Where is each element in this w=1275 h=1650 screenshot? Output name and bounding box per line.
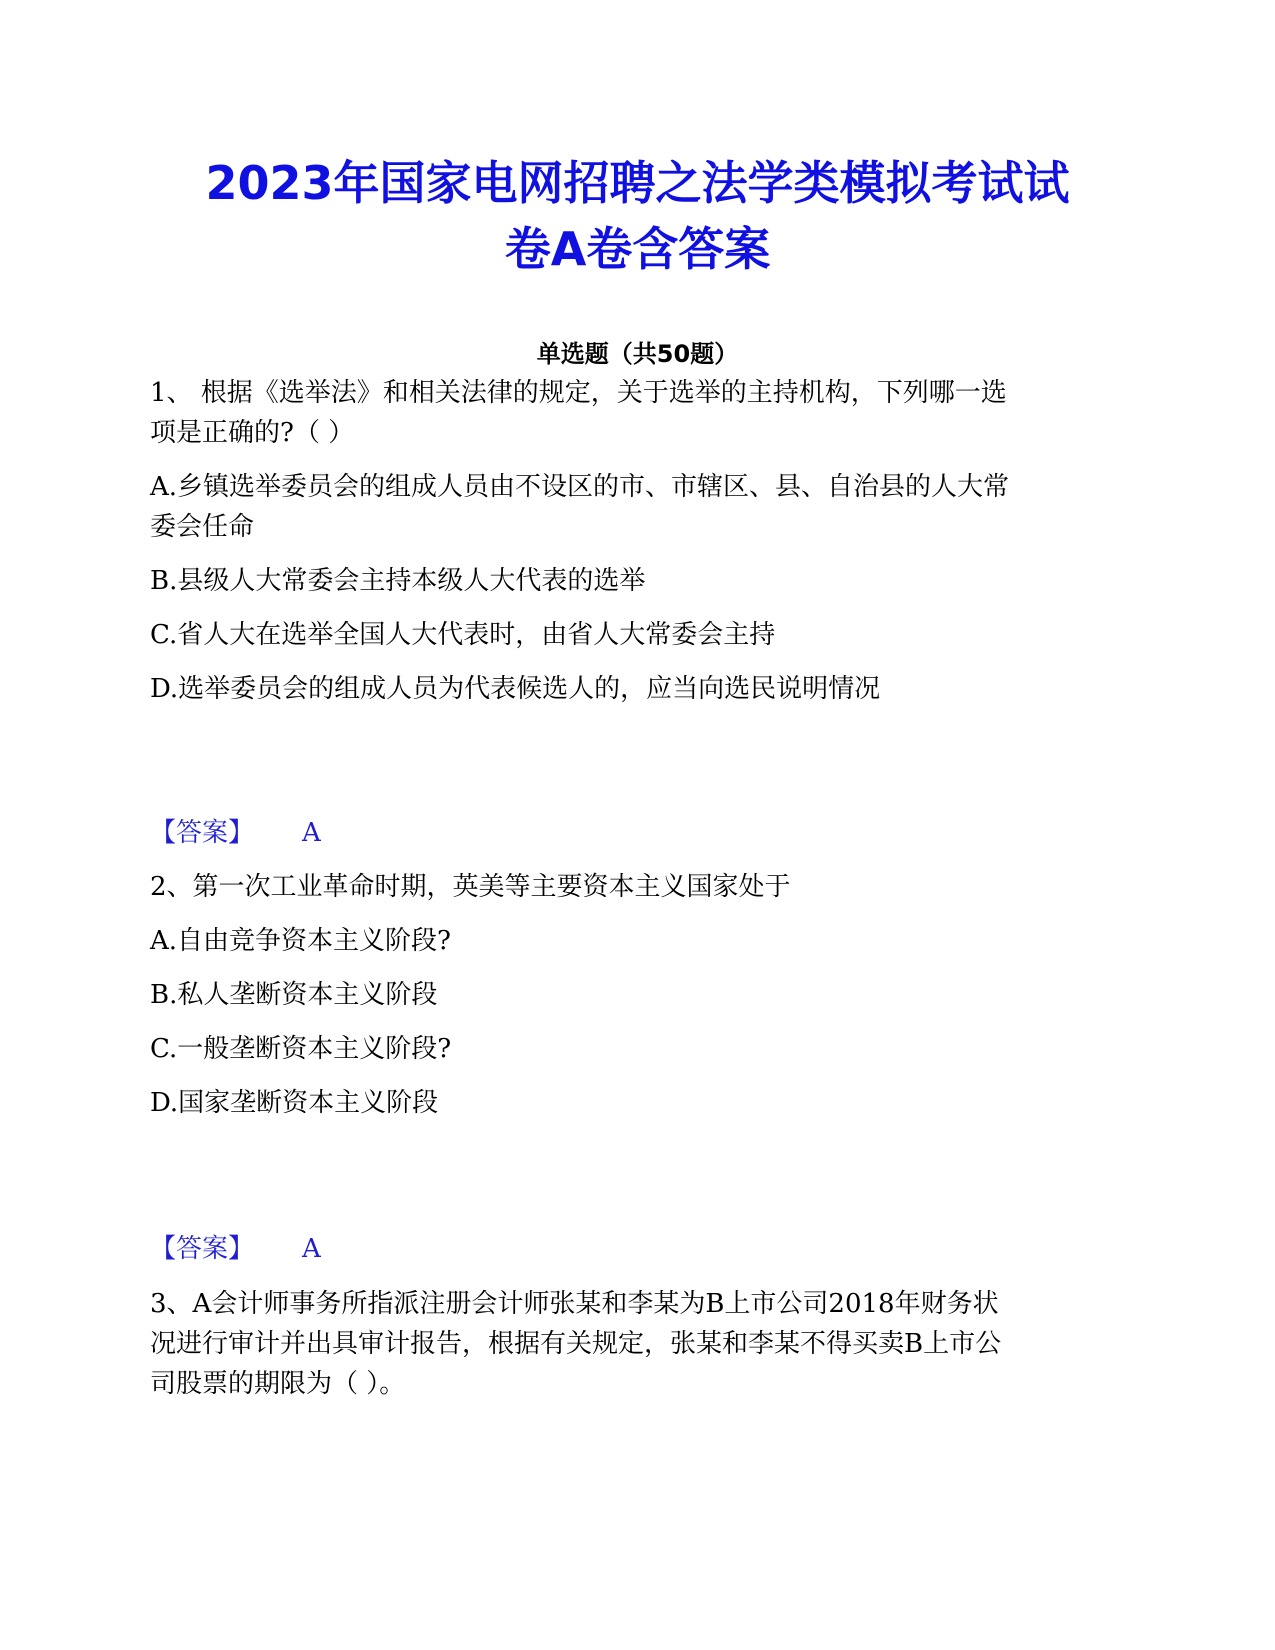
title-line-1: 2023年国家电网招聘之法学类模拟考试试 [205,156,1070,210]
answer-value: A [302,1234,321,1264]
question-1-stem-line-2: 项是正确的?（ ） [150,418,355,448]
question-1-answer [150,812,1130,854]
question-2-option-a: A.自由竞争资本主义阶段? [150,926,451,956]
question-1-option-a-line-2: 委会任命 [150,512,255,542]
question-2-option-d: D.国家垄断资本主义阶段 [150,1088,439,1118]
question-2-option-b: B.私人垄断资本主义阶段 [150,980,438,1010]
question-1-option-d: D.选举委员会的组成人员为代表候选人的，应当向选民说明情况 [150,674,881,704]
question-1-option-a-line-1: A.乡镇选举委员会的组成人员由不设区的市、市辖区、县、自治县的人大常 [150,472,1010,502]
question-2-option-c: C.一般垄断资本主义阶段? [150,1034,452,1064]
section-heading: 单选题（共50题） [536,340,739,368]
question-1-option-b: B.县级人大常委会主持本级人大代表的选举 [150,566,646,596]
question-1-stem-line-1: 1、 根据《选举法》和相关法律的规定，关于选举的主持机构，下列哪一选 [150,378,1007,408]
question-3-stem-line-2: 况进行审计并出具审计报告，根据有关规定，张某和李某不得买卖B上市公 [150,1329,1002,1359]
document-title [150,150,1125,282]
question-2-stem: 2、第一次工业革命时期，英美等主要资本主义国家处于 [150,872,791,902]
question-3-stem-line-1: 3、A会计师事务所指派注册会计师张某和李某为B上市公司2018年财务状 [150,1289,999,1319]
answer-label: 【答案】 [150,1234,255,1264]
title-line-2: 卷A卷含答案 [504,222,771,276]
answer-label: 【答案】 [150,818,255,848]
question-3-stem-line-3: 司股票的期限为（ ）。 [150,1369,406,1399]
question-2-answer [150,1228,1130,1270]
question-1-option-c: C.省人大在选举全国人大代表时，由省人大常委会主持 [150,620,776,650]
answer-value: A [302,818,321,848]
